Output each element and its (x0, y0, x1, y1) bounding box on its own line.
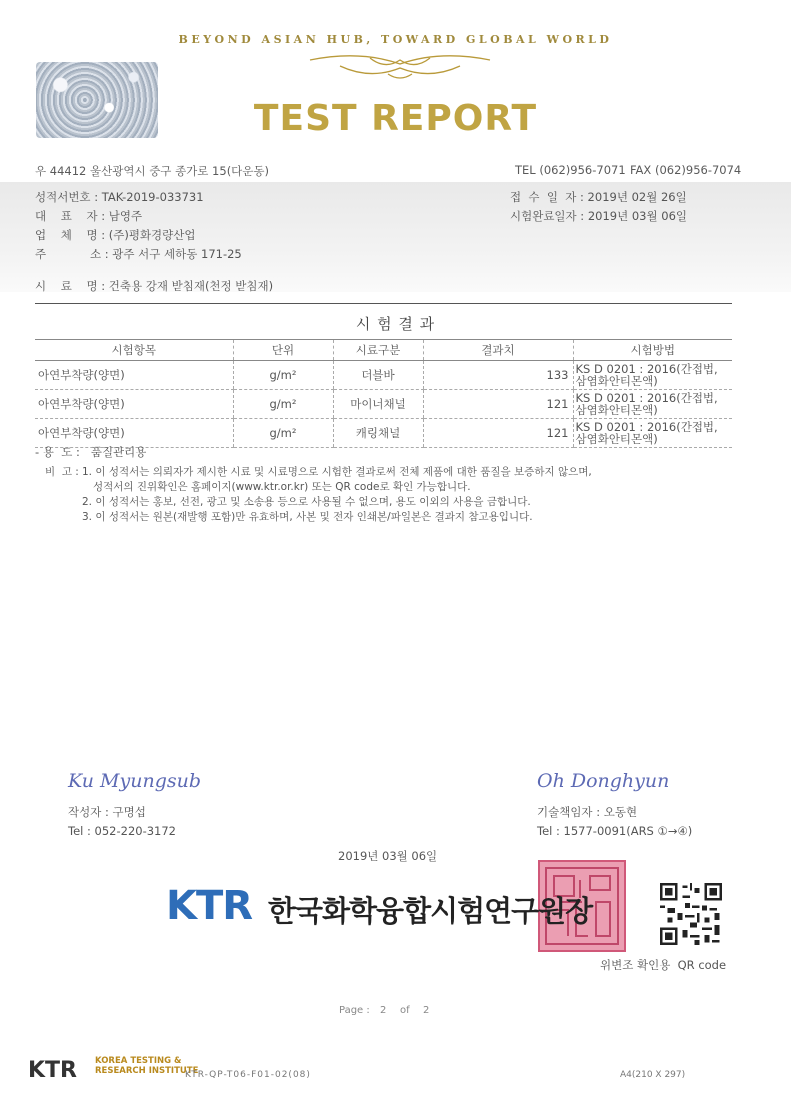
page-total: 2 (423, 1005, 430, 1016)
author-tel: Tel : 052-220-3172 (68, 824, 176, 838)
cell-unit: g/m² (233, 419, 333, 448)
cell-item: 아연부착량(양면) (35, 390, 233, 419)
qr-caption: 위변조 확인용 QR code (600, 958, 727, 972)
col-header-sample: 시료구분 (333, 340, 423, 361)
company-address: 주 소 : 광주 서구 세하동 171-25 (35, 247, 242, 261)
page-of: of (400, 1005, 410, 1016)
col-header-item: 시험항목 (35, 340, 233, 361)
cell-item: 아연부착량(양면) (35, 361, 233, 390)
footer-name-line2: RESEARCH INSTITUTE (95, 1066, 199, 1076)
footer-name-line1: KOREA TESTING & (95, 1056, 182, 1066)
usage: - 용 도 : 품질관리용 (35, 445, 147, 459)
gold-ornament (300, 50, 500, 84)
cell-unit: g/m² (233, 361, 333, 390)
cell-method: KS D 0201 : 2016(간접법, 삼염화안티몬액) (573, 361, 732, 390)
received-date: 접 수 일 자 : 2019년 02월 26일 (510, 190, 687, 204)
tech-manager-tel: Tel : 1577-0091(ARS ①→④) (537, 824, 693, 838)
author-signature: Ku Myungsub (68, 770, 202, 792)
form-code: KTR-QP-T06-F01-02(08) (185, 1070, 311, 1080)
remark-1b: 성적서의 진위확인은 홈페이지(www.ktr.or.kr) 또는 QR code로 확인 가능합니다. (93, 481, 471, 493)
author-role: 작성자 : 구명섭 (68, 805, 146, 819)
page-current: 2 (380, 1005, 387, 1016)
results-title: 시 험 결 과 (355, 315, 436, 333)
report-number: 성적서번호 : TAK-2019-033731 (35, 190, 204, 204)
cell-sample: 캐링채널 (333, 419, 423, 448)
cell-result: 121 (423, 390, 573, 419)
col-header-result: 결과치 (423, 340, 573, 361)
lab-fax: FAX (062)956-7074 (630, 163, 742, 177)
lab-tel: TEL (062)956-7071 (515, 163, 626, 177)
cell-method: KS D 0201 : 2016(간접법, 삼염화안티몬액) (573, 419, 732, 448)
issue-date: 2019년 03월 06일 (338, 849, 438, 863)
table-row (35, 390, 732, 419)
ktr-logo: KTR (166, 883, 253, 929)
cell-unit: g/m² (233, 390, 333, 419)
remark-2: 2. 이 성적서는 홍보, 선전, 광고 및 소송용 등으로 사용될 수 없으며, 용도 이외의 사용을 금합니다. (82, 496, 531, 508)
lab-address: 우 44412 울산광역시 중구 종가로 15(다운동) (35, 164, 269, 178)
footer-institute-name (95, 1056, 198, 1076)
company-name: 업 체 명 : (주)평화경량산업 (35, 228, 196, 242)
qr-code[interactable] (660, 883, 722, 945)
paper-size: A4(210 X 297) (620, 1070, 686, 1080)
page-label: Page : (339, 1005, 370, 1016)
cell-result: 121 (423, 419, 573, 448)
cell-sample: 마이너채널 (333, 390, 423, 419)
tech-manager-role: 기술책임자 : 오동현 (537, 805, 638, 819)
table-row (35, 361, 732, 390)
cell-result: 133 (423, 361, 573, 390)
footer-ktr-logo: KTR (28, 1058, 77, 1083)
cell-item: 아연부착량(양면) (35, 419, 233, 448)
report-title: TEST REPORT (253, 98, 538, 139)
tech-manager-signature: Oh Donghyun (537, 770, 670, 792)
results-table (35, 339, 732, 448)
remark-3: 3. 이 성적서는 원본(재발행 포함)만 유효하며, 사본 및 전자 인쇄본/파일본은 결과지 참고용입니다. (82, 511, 533, 523)
table-header-row (35, 340, 732, 361)
col-header-method: 시험방법 (573, 340, 732, 361)
cell-method: KS D 0201 : 2016(간접법, 삼염화안티몬액) (573, 390, 732, 419)
cell-sample: 더블바 (333, 361, 423, 390)
institute-name: 한국화학융합시험연구원장 (268, 894, 593, 928)
sample-name: 시 료 명 : 건축용 강재 받침재(천정 받침재) (35, 279, 274, 293)
divider-top (35, 303, 732, 304)
representative: 대 표 자 : 남영주 (35, 209, 143, 223)
completed-date: 시험완료일자 : 2019년 03월 06일 (510, 209, 688, 223)
remark-1: 1. 이 성적서는 의뢰자가 제시한 시료 및 시료명으로 시험한 결과로써 전체 제품에 대한 품질을 보증하지 않으며, (82, 466, 592, 478)
slogan: BEYOND ASIAN HUB, TOWARD GLOBAL WORLD (178, 33, 613, 46)
remarks-label: 비 고 : (45, 466, 79, 478)
col-header-unit: 단위 (233, 340, 333, 361)
